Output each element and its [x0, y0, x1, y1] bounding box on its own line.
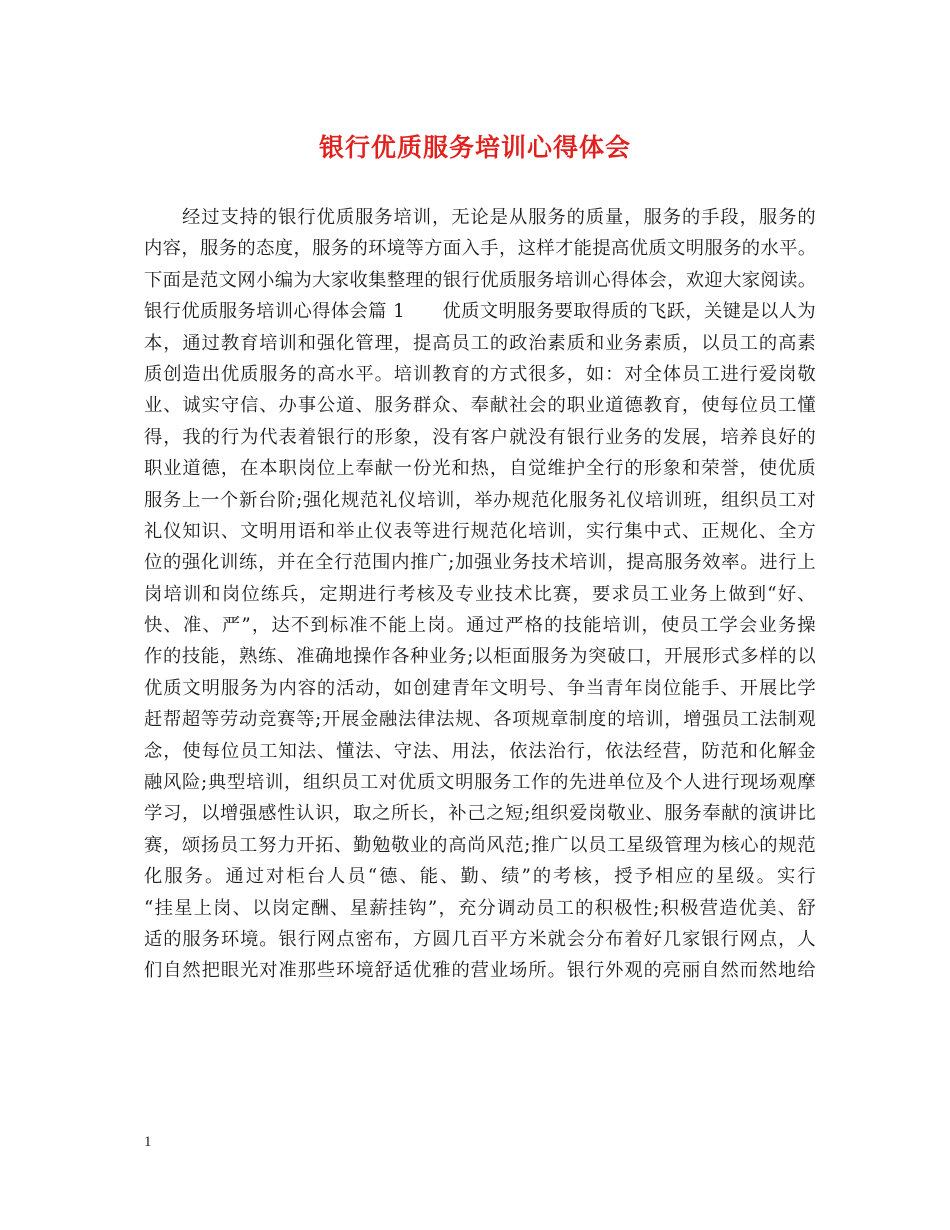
- body-line: 得，我的行为代表着银行的形象，没有客户就没有银行业务的发展，培养良好的: [144, 426, 816, 448]
- body-line: 质创造出优质服务的高水平。培训教育的方式很多，如：对全体员工进行爱岗敬: [144, 363, 816, 385]
- body-line: 作的技能，熟练、准确地操作各种业务;以柜面服务为突破口，开展形式多样的以: [144, 646, 816, 668]
- body-line: 赶帮超等劳动竞赛等;开展金融法律法规、各项规章制度的培训，增强员工法制观: [144, 709, 816, 731]
- body-line: 下面是范文网小编为大家收集整理的银行优质服务培训心得体会，欢迎大家阅读。: [144, 269, 817, 291]
- body-line: 适的服务环境。银行网点密布，方圆几百平方米就会分布着好几家银行网点，人: [144, 928, 816, 950]
- body-line: 学习，以增强感性认识，取之所长，补己之短;组织爱岗敬业、服务奉献的演讲比: [144, 803, 816, 825]
- body-line: “挂星上岗、以岗定酬、星薪挂钩”，充分调动员工的积极性;积极营造优美、舒: [144, 897, 816, 919]
- body-line: 礼仪知识、文明用语和举止仪表等进行规范化培训，实行集中式、正规化、全方: [144, 520, 816, 542]
- body-line: 银行优质服务培训心得体会篇 1 优质文明服务要取得质的飞跃，关键是以人为: [144, 301, 817, 323]
- body-line: 融风险;典型培训，组织员工对优质文明服务工作的先进单位及个人进行现场观摩: [144, 772, 816, 794]
- body-line: 服务上一个新台阶;强化规范礼仪培训，举办规范化服务礼仪培训班，组织员工对: [144, 489, 816, 511]
- body-line: 位的强化训练，并在全行范围内推广;加强业务技术培训，提高服务效率。进行上: [144, 552, 816, 574]
- page-number: 1: [144, 1134, 152, 1150]
- body-line: 快、准、严”，达不到标准不能上岗。通过严格的技能培训，使员工学会业务操: [144, 615, 816, 637]
- body-line: 念，使每位员工知法、懂法、守法、用法，依法治行，依法经营，防范和化解金: [144, 740, 816, 762]
- body-line: 职业道德，在本职岗位上奉献一份光和热，自觉维护全行的形象和荣誉，使优质: [144, 458, 816, 480]
- body-line: 赛，颂扬员工努力开拓、勤勉敬业的高尚风范;推广以员工星级管理为核心的规范: [144, 834, 816, 856]
- body-line: 业、诚实守信、办事公道、服务群众、奉献社会的职业道德教育，使每位员工懂: [144, 395, 816, 417]
- body-line: 化服务。通过对柜台人员“德、能、勤、绩”的考核，授予相应的星级。实行: [144, 866, 816, 888]
- body-line: 岗培训和岗位练兵，定期进行考核及专业技术比赛，要求员工业务上做到“好、: [144, 583, 816, 605]
- body-line: 本，通过教育培训和强化管理，提高员工的政治素质和业务素质，以员工的高素: [144, 332, 816, 354]
- document-body: [144, 202, 816, 987]
- body-line: 优质文明服务为内容的活动，如创建青年文明号、争当青年岗位能手、开展比学: [144, 677, 816, 699]
- body-line: 内容，服务的态度，服务的环境等方面入手，这样才能提高优质文明服务的水平。: [144, 238, 817, 260]
- document-title: 银行优质服务培训心得体会: [318, 133, 631, 162]
- body-line: 们自然把眼光对准那些环境舒适优雅的营业场所。银行外观的亮丽自然而然地给: [144, 960, 816, 982]
- body-line: 经过支持的银行优质服务培训，无论是从服务的质量，服务的手段，服务的: [182, 207, 816, 228]
